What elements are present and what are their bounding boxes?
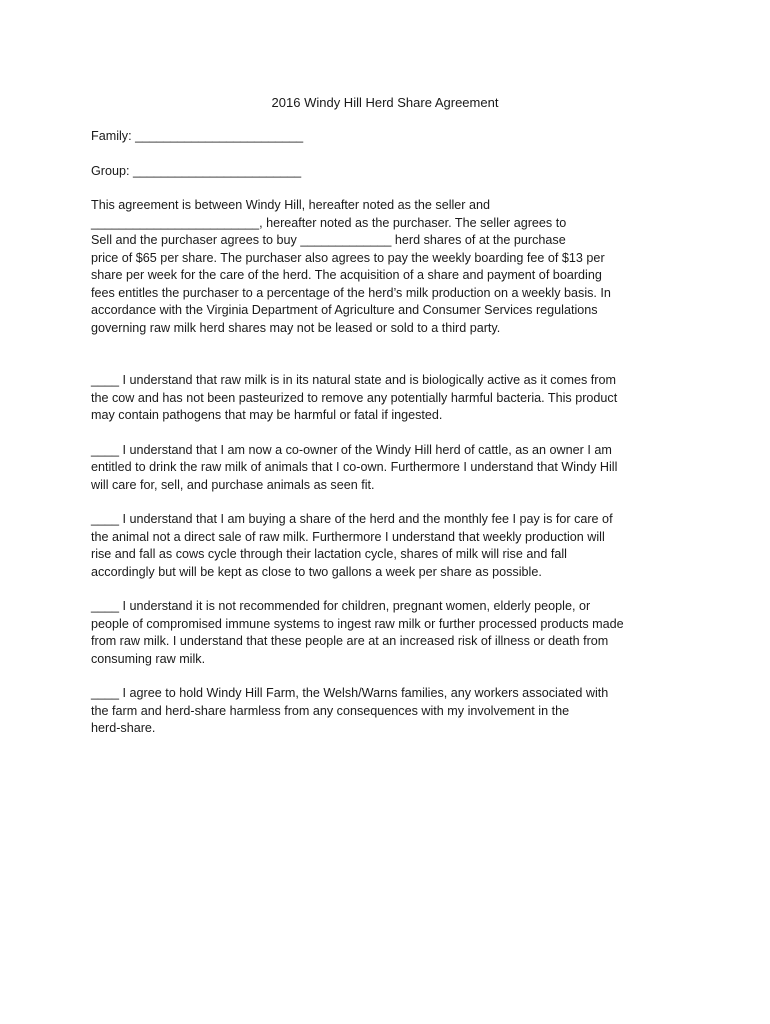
clause-co-owner xyxy=(91,442,691,495)
clause-raw-milk-natural-state xyxy=(91,372,691,425)
clause-hold-harmless xyxy=(91,685,691,738)
intro-line: ________________________, hereafter noted as the purchaser. The seller agrees to xyxy=(91,215,567,230)
clause-line: accordingly but will be kept as close to two gallons a week per share as possible. xyxy=(91,564,542,579)
clause-line: from raw milk. I understand that these people are at an increased risk of illness or death from xyxy=(91,634,609,648)
clause-line: entitled to drink the raw milk of animals that I co-own. Furthermore I understand that Windy Hill xyxy=(91,460,618,474)
intro-line: This agreement is between Windy Hill, hereafter noted as the seller and xyxy=(91,198,491,212)
clause-line: will care for, sell, and purchase animals as seen fit. xyxy=(91,477,375,492)
clause-line: rise and fall as cows cycle through their lactation cycle, shares of milk will rise and fall xyxy=(91,547,567,561)
clause-line: consuming raw milk. xyxy=(91,651,206,666)
document-title: 2016 Windy Hill Herd Share Agreement xyxy=(271,95,499,110)
intro-line: Sell and the purchaser agrees to buy _____________ herd shares of at the purchase xyxy=(91,233,566,247)
clause-line: the farm and herd-share harmless from any consequences with my involvement in the xyxy=(91,703,570,718)
intro-line: share per week for the care of the herd. The acquisition of a share and payment of boarding xyxy=(91,268,602,282)
family-field: Family: ________________________ xyxy=(91,129,304,143)
clause-line: ____ I understand it is not recommended for children, pregnant women, elderly people, or xyxy=(91,599,591,613)
agreement-intro-paragraph xyxy=(91,197,691,337)
clause-health-risk xyxy=(91,598,691,668)
clause-line: ____ I understand that I am buying a share of the herd and the monthly fee I pay is for care of xyxy=(91,512,613,526)
clause-line: ____ I understand that I am now a co-owner of the Windy Hill herd of cattle, as an owner I am xyxy=(91,442,612,457)
intro-line: fees entitles the purchaser to a percentage of the herd’s milk production on a weekly basis. In xyxy=(91,285,611,300)
clause-line: people of compromised immune systems to ingest raw milk or further processed products made xyxy=(91,616,624,631)
clause-line: ____ I understand that raw milk is in its natural state and is biologically active as it comes from xyxy=(91,373,616,387)
clause-line: the animal not a direct sale of raw milk. Furthermore I understand that weekly production will xyxy=(91,529,605,544)
clause-line: the cow and has not been pasteurized to remove any potentially harmful bacteria. This product xyxy=(91,390,618,405)
clause-line: ____ I agree to hold Windy Hill Farm, the Welsh/Warns families, any workers associated with xyxy=(91,686,609,700)
clause-line: may contain pathogens that may be harmful or fatal if ingested. xyxy=(91,408,443,422)
clause-line: herd-share. xyxy=(91,721,156,735)
intro-line: governing raw milk herd shares may not be leased or sold to a third party. xyxy=(91,320,501,335)
intro-line: accordance with the Virginia Department of Agriculture and Consumer Services regulations xyxy=(91,303,598,317)
document-body xyxy=(91,128,691,755)
intro-line: price of $65 per share. The purchaser also agrees to pay the weekly boarding fee of $13 per xyxy=(91,250,605,265)
group-field: Group: ________________________ xyxy=(91,163,302,178)
clause-share-and-fee xyxy=(91,511,691,581)
